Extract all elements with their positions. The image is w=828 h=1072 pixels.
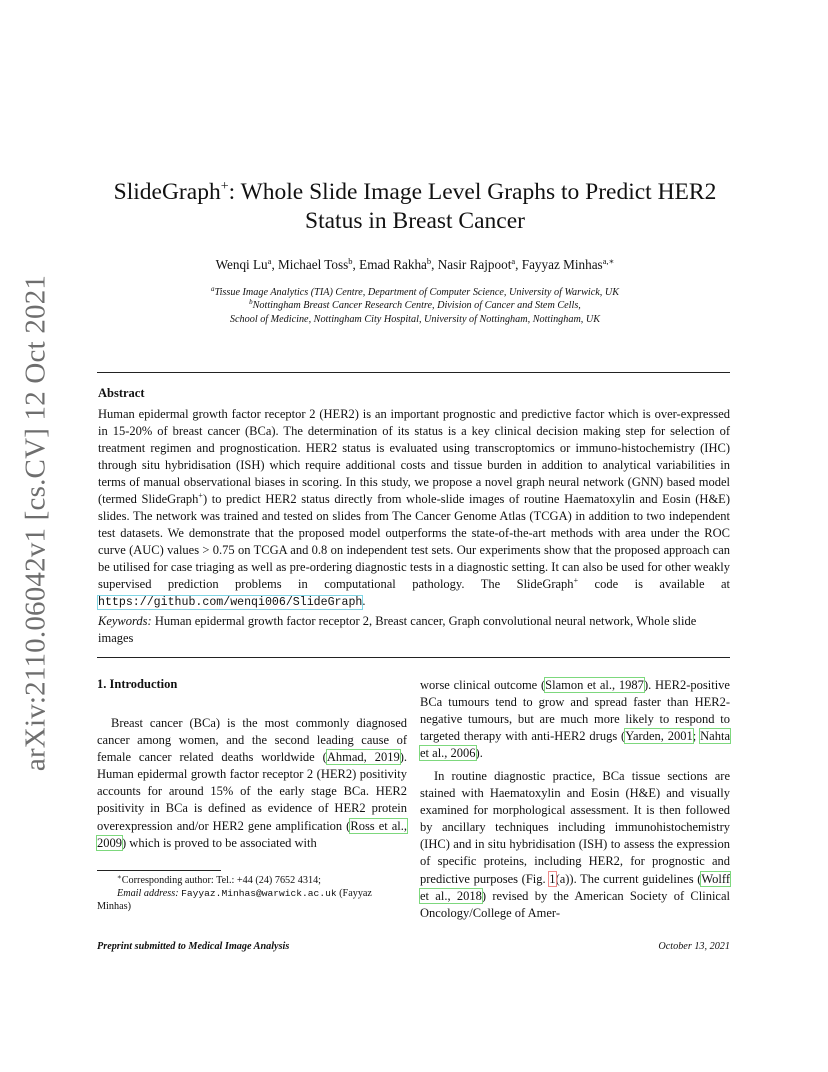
abstract-heading: Abstract [98,386,145,400]
footnote-rule [97,870,221,871]
affiliation-b-cont: School of Medicine, Nottingham City Hospital, University of Nottingham, Nottingham, UK [229,313,601,325]
author: Emad Rakha$^b$, [359,256,438,272]
date-footer: October 13, 2021 [658,941,730,952]
citation-ross-2009[interactable]: Ross et al., 2009 [97,818,408,850]
bottom-rule [97,657,730,658]
citation-nahta-2006[interactable]: Nahta et al., 2006 [420,729,730,761]
abstract-text: Human epidermal growth factor receptor 2 (HER2) is an important prognostic and predictive factor which is over-expressed in 15-20% of breast cancer (BCa). The determination of its status is a key clinical decision making step for selection of treatment regimen and prognostication. HER2 status is evaluated using transcroptomics or immuno-histochemistry (IHC) through situ hybridisation (ISH) which require additional costs and tissue burden in addition to analytical variabilities in terms of manual observational biases in scoring. In this study, we propose a novel graph neural network (GNN) based model (termed SlideGraph+) to predict HER2 status directly from whole-slide images of routine Haematoxylin and Eosin (H&E) slides. The network was trained and tested on slides from The Cancer Genome Atlas (TCGA) in addition to two independent test datasets. We demonstrate that the proposed model outperforms the state-of-the-art methods with area under the ROC curve (AUC) values > 0.75 on TCGA and 0.8 on independent test sets. Our experiments show that the proposed approach can be utilised for case triaging as well as pre-ordering diagnostic tests in a diagnostic setting. It can also be used for other weakly supervised prediction problems in computational pathology. The SlideGraph+ code is available at https://github.com/wenqi006/SlideGraph. [98,407,730,609]
author: Nasir Rajpoot$^a$, [437,256,522,272]
author: Fayyaz Minhas$^{a,∗}$ [521,256,615,272]
intro-paragraph-right-2: In routine diagnostic practice, BCa tissue sections are stained with Haematoxylin and Eosin (H&E) and visually examined for morphological assessment. It is then followed by ancillary techniques including immunohistochemistry (IHC) and in situ hybridisation (ISH) to assess the expression of specific proteins, including HER2, for prognostic and predictive purposes (Fig. 1(a)). The current guidelines (Wolff et al., 2018) revised by the American Society of Clinical Oncology/College of Amer- [420,769,730,920]
citation-wolff-2018[interactable]: Wolff et al., 2018 [420,871,730,903]
affiliations [100,286,730,326]
journal-footer: Preprint submitted to Medical Image Analysis [97,941,290,952]
figure-reference-1[interactable]: 1 [549,871,556,886]
footnote: ∗Corresponding author: Tel.: +44 (24) 7652 4314; Email address: Fayyaz.Minhas@warwick.ac.uk (Fayyaz Minhas) [97,873,372,912]
code-repository-link[interactable]: https://github.com/wenqi006/SlideGraph [98,596,363,609]
section-heading-introduction: 1. Introduction [97,677,178,691]
intro-paragraph-right-1: worse clinical outcome (Slamon et al., 1987). HER2-positive BCa tumours tend to grow and spread faster than HER2-negative tumours, but are much more likely to respond to targeted therapy with anti-HER2 drugs (Yarden, 2001; Nahta et al., 2006). [420,678,730,761]
keywords-label: Keywords: [98,614,152,628]
citation-ahmad-2019[interactable]: Ahmad, 2019 [326,750,400,765]
keywords: Keywords: Human epidermal growth factor receptor 2, Breast cancer, Graph convolutional neural network, Whole slide images [98,614,697,645]
author-list [100,257,730,273]
arxiv-identifier-text: arXiv:2110.06042v1 [cs.CV] 12 Oct 2021 [19,274,52,772]
top-rule [97,372,730,373]
affiliation-b: $^b$Nottingham Breast Cancer Research Centre, Division of Cancer and Stem Cells, [249,298,581,312]
author: Wenqi Lu$^a$, [215,256,279,272]
citation-yarden-2001[interactable]: Yarden, 2001 [625,729,693,744]
citation-slamon-1987[interactable]: Slamon et al., 1987 [545,678,644,692]
paper-title: SlideGraph+: Whole Slide Image Level Graphs to Predict HER2 Status in Breast Cancer [113,179,717,234]
arxiv-identifier [16,274,56,772]
affiliation-a: $^a$Tissue Image Analytics (TIA) Centre, Department of Computer Science, University of Warwick, UK [210,285,619,298]
corresponding-email[interactable]: Fayyaz.Minhas@warwick.ac.uk [181,888,337,899]
intro-paragraph-left: Breast cancer (BCa) is the most commonly diagnosed cancer among women, and the second leading cause of female cancer related deaths worldwide (Ahmad, 2019). Human epidermal growth factor receptor 2 (HER2) positivity accounts for around 15% of the early stage BCa. HER2 positivity in BCa is defined as evidence of HER2 protein overexpression and/or HER2 gene amplification (Ross et al., 2009) which is proved to be associated with [97,716,408,850]
author: Michael Toss$^b$, [278,256,360,272]
